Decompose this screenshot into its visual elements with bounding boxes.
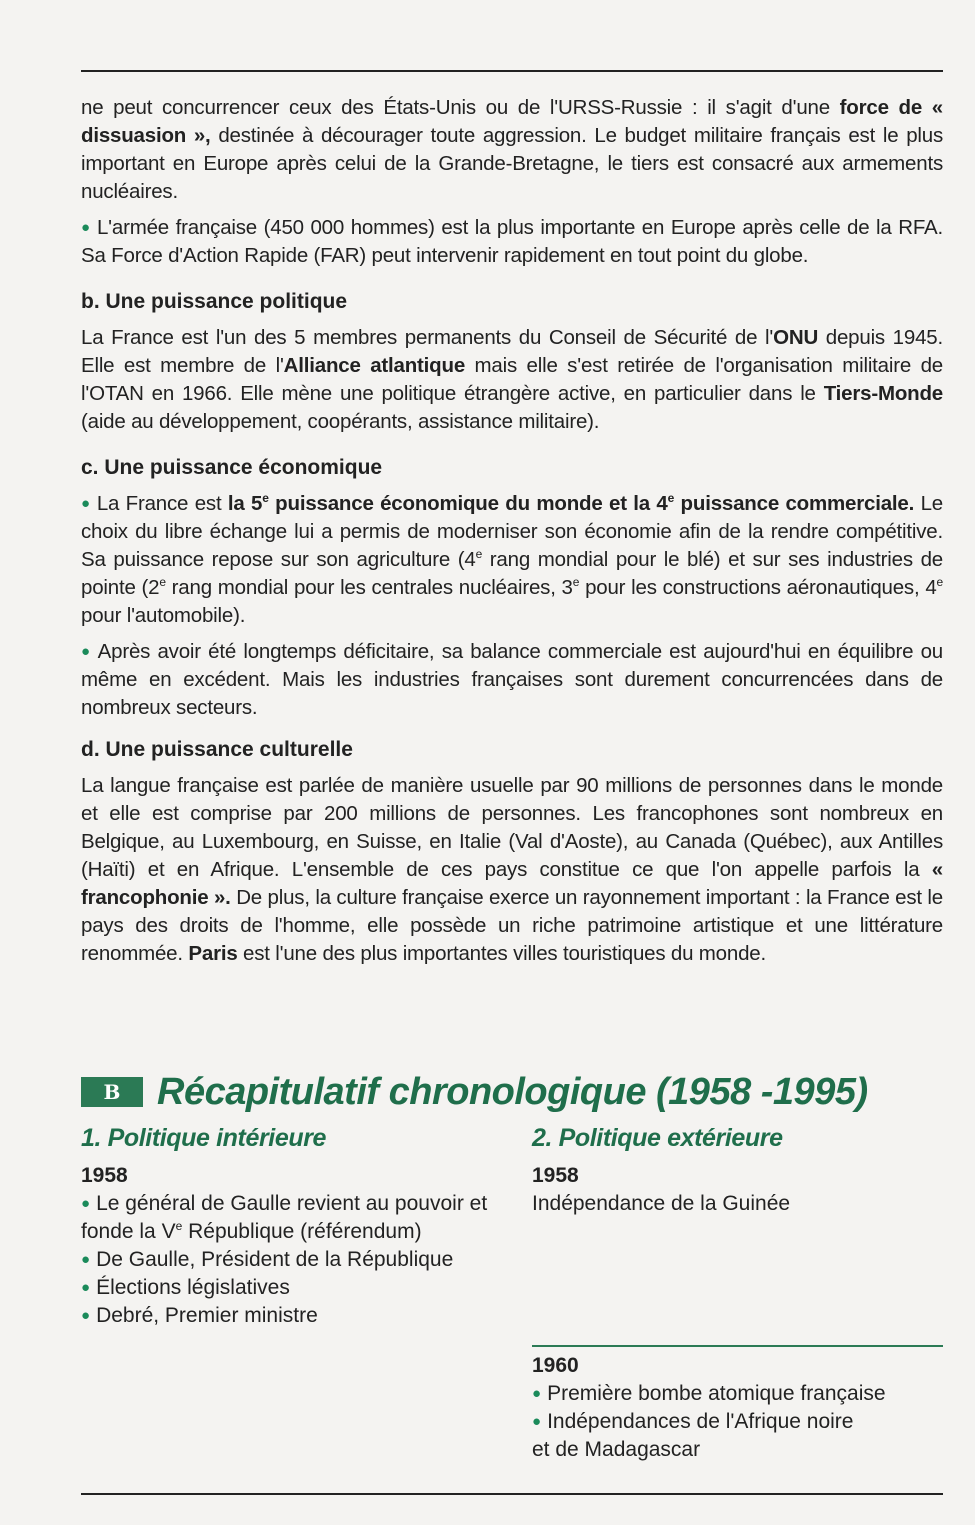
exterior-item-cont: et de Madagascar [532,1438,701,1461]
top-rule [81,70,943,72]
exterior-item: Indépendance de la Guinée [532,1192,791,1215]
exterior-column-1960 [532,1352,943,1464]
exterior-column [532,1124,943,1218]
bullet-icon: ● [81,643,92,660]
interior-heading: 1. Politique intérieure [81,1124,327,1152]
p1-text: ne peut concurrencer ceux des États-Unis ou de l'URSS-Russie : il s'agit d'une [81,96,840,119]
exterior-year: 1960 [532,1354,579,1377]
divider [532,1345,943,1347]
heading-economique: c. Une puissance économique [81,456,383,479]
bullet-icon: ● [81,1251,91,1268]
bullet-icon: ● [81,219,91,236]
heading-politique: b. Une puissance politique [81,290,348,313]
p2-text: L'armée française (450 000 hommes) est la plus importante en Europe après celle de la RFA. Sa Force d'Action Rapide (FAR) peut intervenir rapidement en tout point du globe. [81,216,943,267]
recap-title [81,1064,951,1120]
body-text [81,94,943,968]
interior-item: ● Élections législatives [81,1276,290,1299]
bullet-icon: ● [81,1307,91,1324]
section-badge: B [81,1077,143,1107]
paragraph-economique: ● La France est la 5e puissance économique du monde et la 4e puissance commerciale. Le choix du libre échange lui a permis de moderniser son économie afin de la rendre compétitive. Sa puissance repose sur son agriculture (4e rang mondial pour le blé) et sur ses industries de pointe (2e rang mondial pour les centrales nucléaires, 3e pour les constructions aéronautiques, 4e pour l'automobile). [81,491,944,627]
interior-item: ● Debré, Premier ministre [81,1304,318,1327]
recap-heading: Récapitulatif chronologique (1958 -1995) [157,1070,868,1113]
exterior-item: ● Indépendances de l'Afrique noire [532,1410,854,1433]
bullet-icon: ● [81,1279,91,1296]
paragraph-culturelle: La langue française est parlée de manière usuelle par 90 millions de personnes dans le monde et elle est comprise par 200 millions de personnes. Les francophones sont nombreux en Belgique, au Luxembourg, en Suisse, en Italie (Val d'Aoste), au Canada (Québec), aux Antilles (Haïti) et en Afrique. L'ensemble de ces pays constitue ce que l'on appelle parfois la « francophonie ». De plus, la culture française exerce un rayonnement important : la France est le pays des droits de l'homme, elle possède un riche patrimoine artistique et une littérature renommée. Paris est l'une des plus importantes villes touristiques du monde. [81,774,943,965]
interior-item: ● De Gaulle, Président de la République [81,1248,454,1271]
paragraph-army [81,214,943,270]
exterior-heading: 2. Politique extérieure [532,1124,783,1152]
paragraph-dissuasion [81,94,943,206]
bottom-rule [81,1493,943,1495]
bullet-icon: ● [532,1413,542,1430]
exterior-year: 1958 [532,1164,579,1187]
interior-item: ● Le général de Gaulle revient au pouvoir et fonde la Ve République (référendum) [81,1192,488,1243]
interior-year: 1958 [81,1164,128,1187]
interior-column [81,1124,501,1330]
bullet-icon: ● [81,1195,91,1212]
bullet-icon: ● [532,1385,542,1402]
paragraph-balance: ● Après avoir été longtemps déficitaire, sa balance commerciale est aujourd'hui en équilibre ou même en excédent. Mais les industries françaises sont durement concurrencées dans de nombreux secteurs. [81,640,943,719]
p1-bold: force de « dissuasion », [81,96,943,147]
paragraph-politique: La France est l'un des 5 membres permanents du Conseil de Sécurité de l'ONU depuis 1945. Elle est membre de l'Alliance atlantique mais elle s'est retirée de l'organisation militaire de l'OTAN en 1966. Elle mène une politique étrangère active, en particulier dans le Tiers-Monde (aide au développement, coopérants, assistance militaire). [81,326,943,433]
bullet-icon: ● [81,495,91,512]
exterior-item: ● Première bombe atomique française [532,1382,886,1405]
p1-text-end: destinée à décourager toute aggression. Le budget militaire français est le plus important en Europe après celui de la Grande-Bretagne, le tiers est consacré aux armements nucléaires. [81,124,944,203]
heading-culturelle: d. Une puissance culturelle [81,738,353,761]
